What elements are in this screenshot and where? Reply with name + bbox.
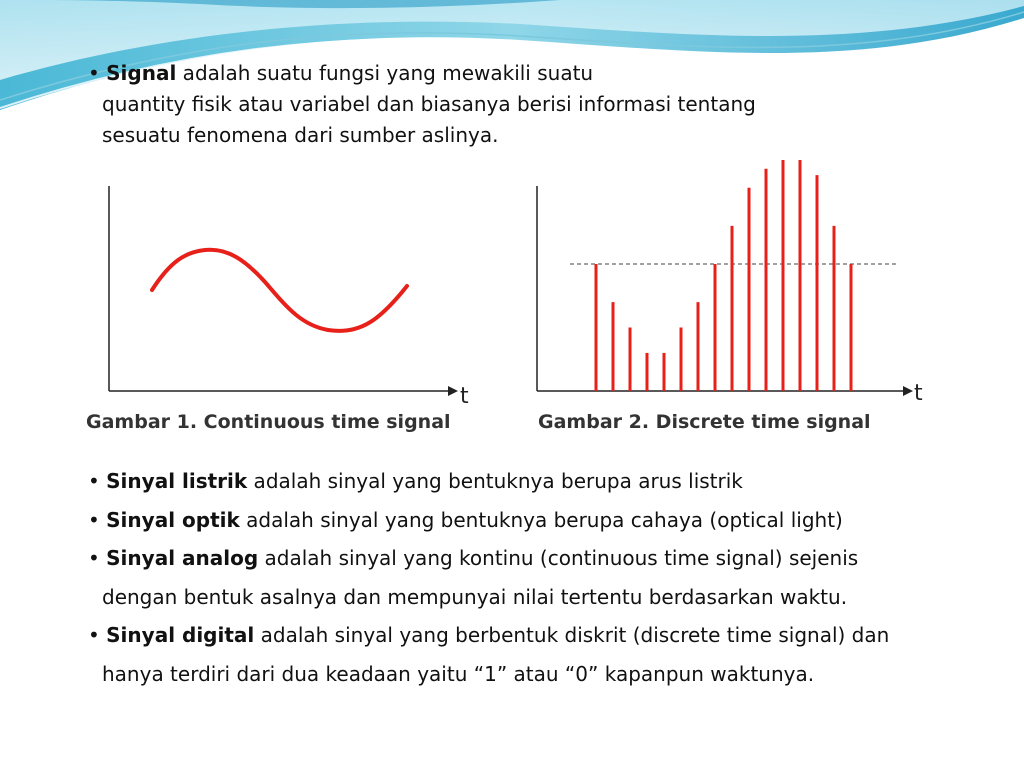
- caption-figure-2: Gambar 2. Discrete time signal: [538, 411, 871, 433]
- intro-paragraph: [88, 58, 988, 151]
- fig1-axis-label-t: t: [460, 384, 469, 409]
- text-digital-cont: hanya terdiri dari dua keadaan yaitu “1” atau “0” kapanpun waktunya.: [102, 661, 815, 686]
- fig2-x-arrow: [903, 386, 913, 396]
- caption-figure-1: Gambar 1. Continuous time signal: [86, 411, 451, 433]
- bullet-mark: •: [88, 623, 100, 647]
- intro-bullet: •: [88, 61, 100, 85]
- definition-item-analog-continuation: [88, 578, 1008, 617]
- intro-line-2: quantity fisik atau variabel dan biasanya berisi informasi tentang: [102, 92, 756, 116]
- signal-figures: [80, 160, 944, 442]
- term-digital: Sinyal digital: [106, 623, 255, 647]
- term-analog: Sinyal analog: [106, 546, 259, 570]
- definition-item-optik: [88, 501, 1008, 540]
- definition-list: [88, 462, 1008, 693]
- definition-item-analog: [88, 539, 1008, 578]
- text-analog-cont: dengan bentuk asalnya dan mempunyai nilai tertentu berdasarkan waktu.: [102, 584, 848, 609]
- bullet-mark: •: [88, 469, 100, 493]
- definition-item-digital-continuation: [88, 655, 1008, 694]
- term-optik: Sinyal optik: [106, 507, 240, 532]
- text-optik: adalah sinyal yang bentuknya berupa cahaya (optical light): [239, 507, 843, 532]
- continuous-signal-curve: [152, 250, 407, 331]
- text-listrik: adalah sinyal yang bentuknya berupa arus listrik: [247, 469, 743, 493]
- intro-term-signal: Signal: [106, 61, 177, 85]
- definition-item-digital: [88, 616, 1008, 655]
- term-listrik: Sinyal listrik: [106, 469, 248, 493]
- fig1-x-arrow: [448, 386, 458, 396]
- text-digital: adalah sinyal yang berbentuk diskrit (discrete time signal) dan: [254, 623, 890, 647]
- bullet-mark: •: [88, 507, 100, 532]
- intro-line-1: adalah suatu fungsi yang mewakili suatu: [176, 61, 594, 85]
- bullet-mark: •: [88, 546, 100, 570]
- fig2-axis-label-t: t: [914, 381, 923, 406]
- definition-item-listrik: [88, 462, 1008, 501]
- text-analog: adalah sinyal yang kontinu (continuous time signal) sejenis: [258, 546, 859, 570]
- intro-line-3: sesuatu fenomena dari sumber aslinya.: [102, 123, 499, 147]
- signal-figures-svg: [80, 160, 944, 442]
- discrete-samples: [596, 160, 851, 391]
